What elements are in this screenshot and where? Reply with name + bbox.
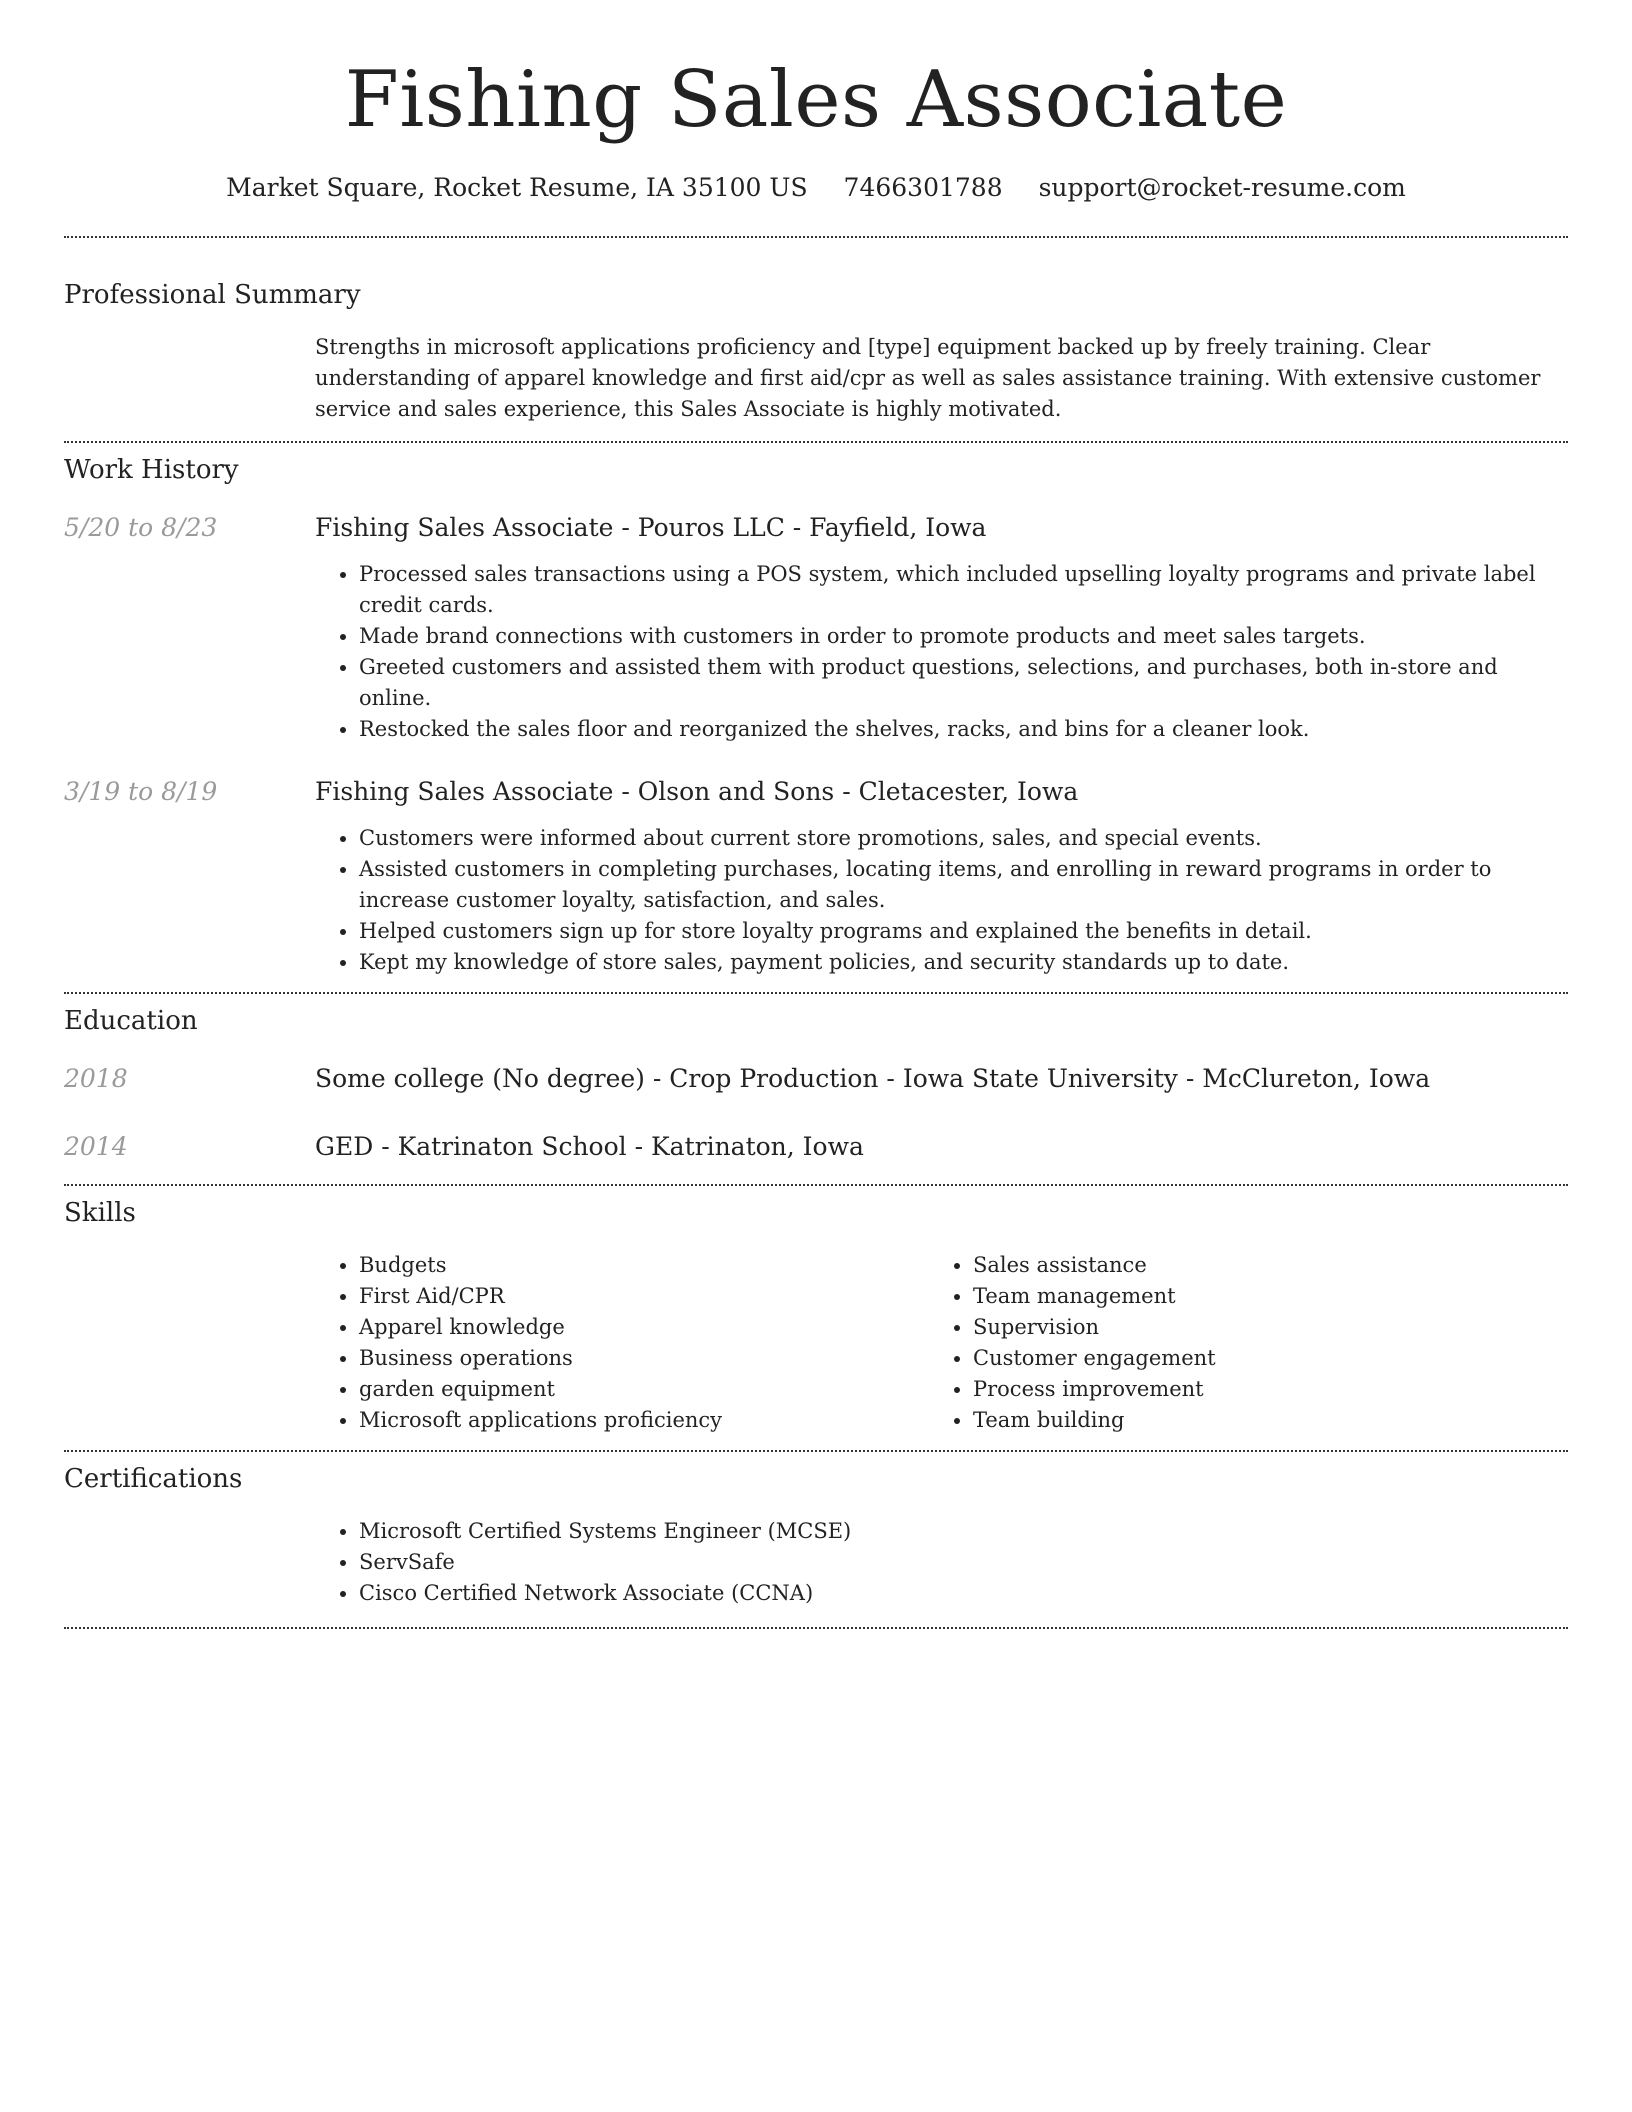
job-title: Fishing Sales Associate - Pouros LLC - Fayfield, Iowa xyxy=(315,513,987,542)
job-bullet: • Restocked the sales floor and reorganized the shelves, racks, and bins for a cleaner look. xyxy=(359,714,1568,745)
education-text: GED - Katrinaton School - Katrinaton, Iowa xyxy=(315,1132,864,1161)
skill-item: • Process improvement xyxy=(973,1374,1543,1405)
summary-text: Strengths in microsoft applications proficiency and [type] equipment backed up by freely training. Clear understanding of apparel knowledge and first aid/cpr as well as sales assistance training. With extensive customer service and sales experience, this Sales Associate is highly motivated. xyxy=(315,335,1541,421)
section-divider xyxy=(64,1184,1568,1186)
job-dates: 5/20 to 8/23 xyxy=(64,513,218,542)
certifications-section xyxy=(64,1462,1568,1609)
summary-section xyxy=(64,278,1568,425)
contact-address: Market Square, Rocket Resume, IA 35100 US xyxy=(226,173,808,202)
skill-item: • Team management xyxy=(973,1281,1543,1312)
job-bullet: • Kept my knowledge of store sales, payment policies, and security standards up to date. xyxy=(359,947,1568,978)
skill-item: • Microsoft applications proficiency xyxy=(359,1405,929,1436)
contact-phone: 7466301788 xyxy=(843,173,1003,202)
summary-body xyxy=(315,332,1568,425)
job-dates: 3/19 to 8/19 xyxy=(64,777,218,806)
education-text: Some college (No degree) - Crop Production - Iowa State University - McClureton, Iowa xyxy=(315,1064,1431,1093)
skill-item: • Budgets xyxy=(359,1250,929,1281)
job-bullet: • Customers were informed about current store promotions, sales, and special events. xyxy=(359,823,1568,854)
skill-item: • Customer engagement xyxy=(973,1343,1543,1374)
skill-item: • Apparel knowledge xyxy=(359,1312,929,1343)
skill-item: • Team building xyxy=(973,1405,1543,1436)
job-bullet: • Helped customers sign up for store loyalty programs and explained the benefits in detail. xyxy=(359,916,1568,947)
job-bullets xyxy=(315,559,1568,745)
job-bullet: • Assisted customers in completing purchases, locating items, and enrolling in reward programs in order to increase customer loyalty, satisfaction, and sales. xyxy=(359,854,1568,916)
education-details xyxy=(315,1062,1568,1096)
education-details xyxy=(315,1130,1568,1164)
job-entry xyxy=(64,775,1568,978)
job-details xyxy=(315,775,1568,978)
skills-row xyxy=(64,1250,1568,1436)
job-bullets xyxy=(315,823,1568,978)
education-section xyxy=(64,1004,1568,1164)
certification-item: • ServSafe xyxy=(359,1547,1568,1578)
job-bullet: • Processed sales transactions using a POS system, which included upselling loyalty programs and private label credit cards. xyxy=(359,559,1568,621)
skills-heading: Skills xyxy=(64,1198,136,1228)
certifications-row xyxy=(64,1516,1568,1609)
education-entry xyxy=(64,1130,1568,1164)
skills-column-2 xyxy=(929,1250,1543,1436)
certification-item: • Cisco Certified Network Associate (CCNA) xyxy=(359,1578,1568,1609)
certifications-list xyxy=(315,1516,1568,1609)
work-history-heading: Work History xyxy=(64,455,239,485)
education-entry xyxy=(64,1062,1568,1096)
skill-item: • First Aid/CPR xyxy=(359,1281,929,1312)
section-divider xyxy=(64,1627,1568,1629)
education-heading: Education xyxy=(64,1006,198,1036)
job-details xyxy=(315,511,1568,745)
summary-heading: Professional Summary xyxy=(64,280,361,310)
skill-item: • garden equipment xyxy=(359,1374,929,1405)
summary-row xyxy=(64,332,1568,425)
skills-section xyxy=(64,1196,1568,1436)
section-divider xyxy=(64,441,1568,443)
skill-item: • Supervision xyxy=(973,1312,1543,1343)
resume-page xyxy=(64,0,1568,1629)
skills-column-1 xyxy=(315,1250,929,1436)
certifications-heading: Certifications xyxy=(64,1464,243,1494)
resume-title: Fishing Sales Associate xyxy=(344,55,1288,145)
section-divider xyxy=(64,1450,1568,1452)
job-entry xyxy=(64,511,1568,745)
work-history-section xyxy=(64,453,1568,978)
certifications-body xyxy=(315,1516,1568,1609)
education-year: 2014 xyxy=(64,1132,128,1161)
education-year: 2018 xyxy=(64,1064,128,1093)
job-bullet: • Greeted customers and assisted them with product questions, selections, and purchases, both in-store and online. xyxy=(359,652,1568,714)
job-bullet: • Made brand connections with customers in order to promote products and meet sales targets. xyxy=(359,621,1568,652)
contact-email: support@rocket-resume.com xyxy=(1038,173,1406,202)
skills-grid xyxy=(315,1250,1568,1436)
job-title: Fishing Sales Associate - Olson and Sons - Cletacester, Iowa xyxy=(315,777,1079,806)
skill-item: • Sales assistance xyxy=(973,1250,1543,1281)
section-divider xyxy=(64,992,1568,994)
contact-line xyxy=(64,172,1568,204)
certification-item: • Microsoft Certified Systems Engineer (MCSE) xyxy=(359,1516,1568,1547)
skill-item: • Business operations xyxy=(359,1343,929,1374)
section-divider xyxy=(64,236,1568,238)
